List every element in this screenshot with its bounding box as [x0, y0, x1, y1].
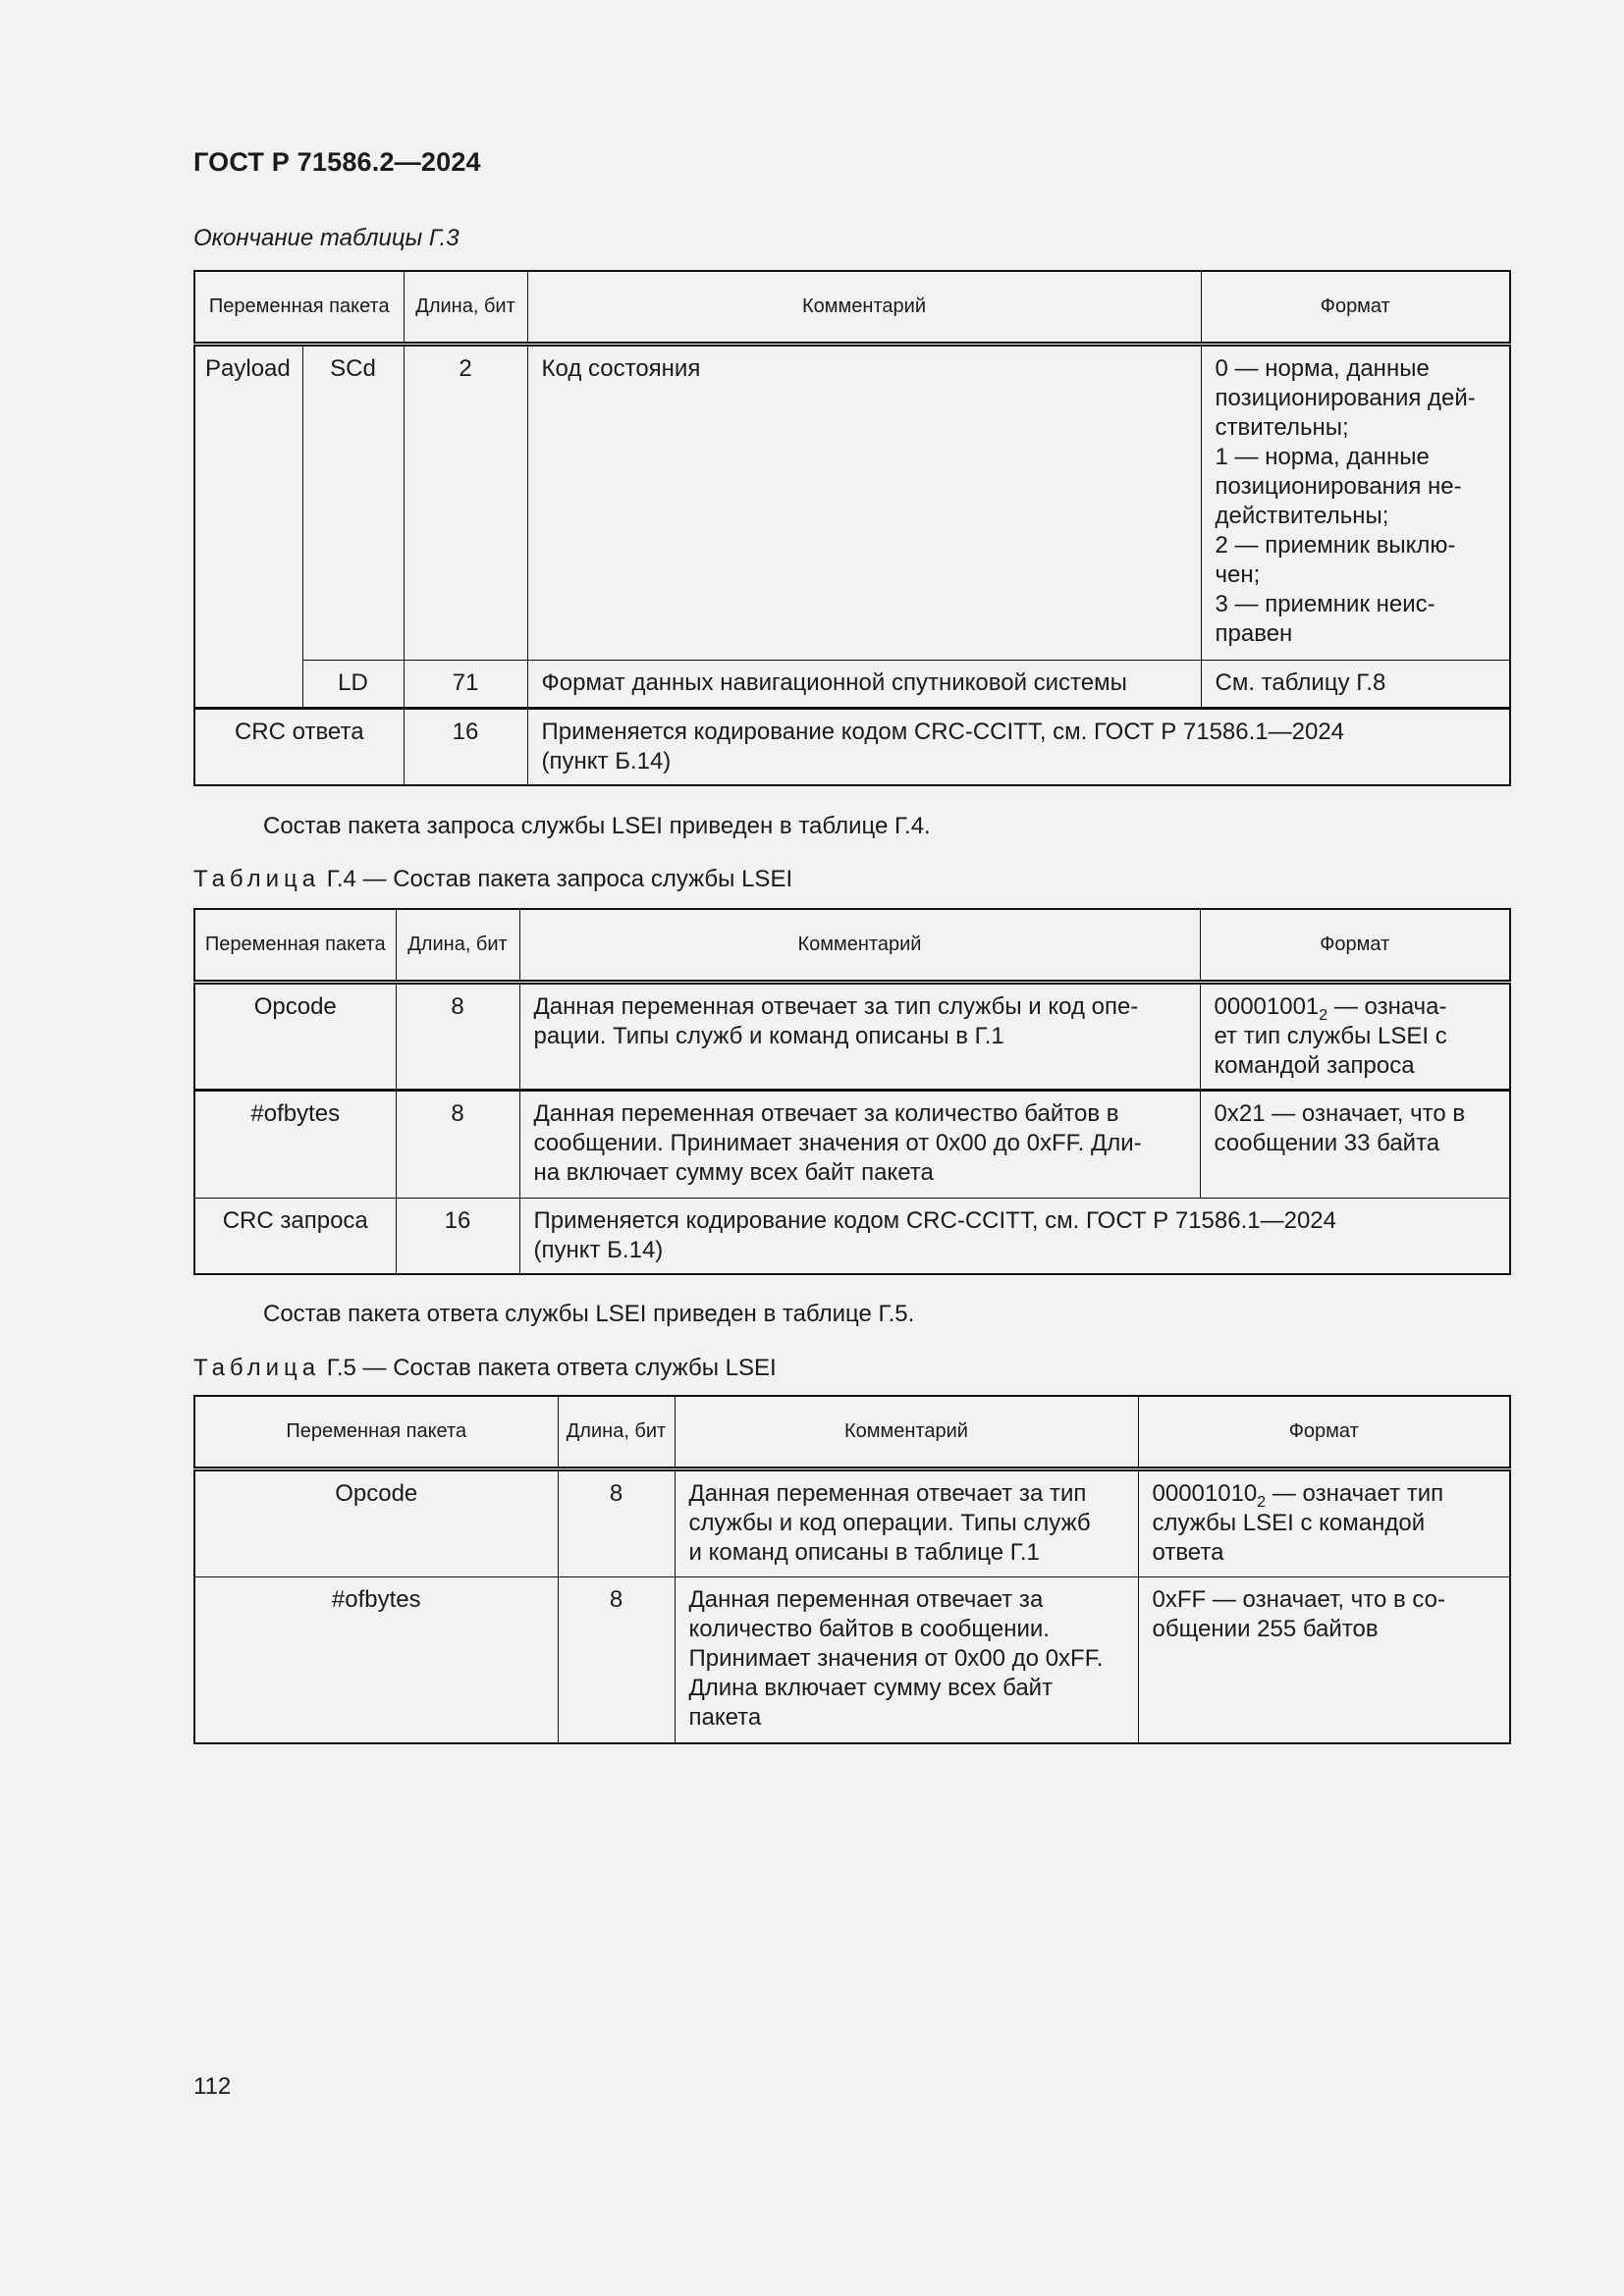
cell-comment: Формат данных навигационной спутниковой системы — [527, 660, 1201, 708]
cell-comment: Данная переменная отвечает за количество байтов в сообщении. Принимает значения от 0x00 до 0xFF. Длина включает сумму всех байт пакета — [675, 1576, 1138, 1743]
header-length: Длина, бит — [558, 1396, 675, 1468]
cell-comment: Применяется кодирование кодом CRC-CCITT, см. ГОСТ Р 71586.1—2024 (пункт Б.14) — [527, 708, 1510, 785]
cell-var: Opcode — [194, 1468, 558, 1576]
document-title: ГОСТ Р 71586.2—2024 — [193, 147, 481, 177]
payload-label: Payload — [194, 344, 302, 708]
cell-comment: Данная переменная отвечает за тип службы и код операции. Типы служб и команд описаны в таблице Г.1 — [675, 1468, 1138, 1576]
table-g4-caption: Таблица Г.4 — Состав пакета запроса службы LSEI — [193, 866, 793, 892]
cell-format: 0 — норма, данные позиционирования дей- ствительны; 1 — норма, данные позиционирования не- действительны; 2 — приемник выклю- чен; 3 — приемник неис- правен — [1201, 344, 1510, 660]
header-format: Формат — [1138, 1396, 1510, 1468]
cell-format: См. таблицу Г.8 — [1201, 660, 1510, 708]
table-continuation-caption: Окончание таблицы Г.3 — [193, 225, 460, 251]
header-length: Длина, бит — [396, 909, 519, 982]
paragraph-g5: Состав пакета ответа службы LSEI приведен в таблице Г.5. — [263, 1301, 915, 1327]
cell-comment: Применяется кодирование кодом CRC-CCITT, см. ГОСТ Р 71586.1—2024 (пункт Б.14) — [519, 1198, 1510, 1274]
page-number: 112 — [193, 2073, 232, 2100]
cell-len: 16 — [404, 708, 527, 785]
header-format: Формат — [1201, 271, 1510, 344]
cell-len: 2 — [404, 344, 527, 660]
table-row — [194, 1576, 1510, 1743]
table-row — [194, 1090, 1510, 1198]
header-comment: Комментарий — [519, 909, 1200, 982]
cell-var: CRC ответа — [194, 708, 404, 785]
cell-format: 0x21 — означает, что в сообщении 33 байта — [1200, 1090, 1510, 1198]
cell-len: 8 — [558, 1468, 675, 1576]
cell-format: $00001010_2$ — означает тип службы LSEI с командой ответа — [1138, 1468, 1510, 1576]
table-g4 — [193, 908, 1511, 1275]
cell-var: #ofbytes — [194, 1576, 558, 1743]
cell-format: $00001001_2$ — означа- ет тип службы LSEI с командой запроса — [1200, 982, 1510, 1090]
table-row — [194, 708, 1510, 785]
cell-len: 8 — [396, 982, 519, 1090]
header-variable: Переменная пакета — [194, 271, 404, 344]
cell-len: 16 — [396, 1198, 519, 1274]
table-row — [194, 1468, 1510, 1576]
header-variable: Переменная пакета — [194, 909, 396, 982]
cell-var: Opcode — [194, 982, 396, 1090]
cell-var: CRC запроса — [194, 1198, 396, 1274]
header-format: Формат — [1200, 909, 1510, 982]
table-row — [194, 344, 1510, 660]
table-g5-caption: Таблица Г.5 — Состав пакета ответа службы LSEI — [193, 1355, 777, 1381]
cell-comment: Данная переменная отвечает за тип службы и код опе- рации. Типы служб и команд описаны в Г.1 — [519, 982, 1200, 1090]
cell-format: 0xFF — означает, что в со- общении 255 байтов — [1138, 1576, 1510, 1743]
table-row — [194, 1198, 1510, 1274]
header-comment: Комментарий — [527, 271, 1201, 344]
table-row — [194, 660, 1510, 708]
table-g3 — [193, 270, 1511, 786]
header-length: Длина, бит — [404, 271, 527, 344]
cell-len: 71 — [404, 660, 527, 708]
cell-comment: Код состояния — [527, 344, 1201, 660]
cell-var: LD — [302, 660, 404, 708]
header-variable: Переменная пакета — [194, 1396, 558, 1468]
header-comment: Комментарий — [675, 1396, 1138, 1468]
table-row — [194, 982, 1510, 1090]
cell-comment: Данная переменная отвечает за количество байтов в сообщении. Принимает значения от 0x00 до 0xFF. Дли- на включает сумму всех байт пакета — [519, 1090, 1200, 1198]
paragraph-g4: Состав пакета запроса службы LSEI приведен в таблице Г.4. — [263, 813, 931, 839]
cell-var: SCd — [302, 344, 404, 660]
table-g5 — [193, 1395, 1511, 1744]
cell-len: 8 — [558, 1576, 675, 1743]
cell-len: 8 — [396, 1090, 519, 1198]
cell-var: #ofbytes — [194, 1090, 396, 1198]
